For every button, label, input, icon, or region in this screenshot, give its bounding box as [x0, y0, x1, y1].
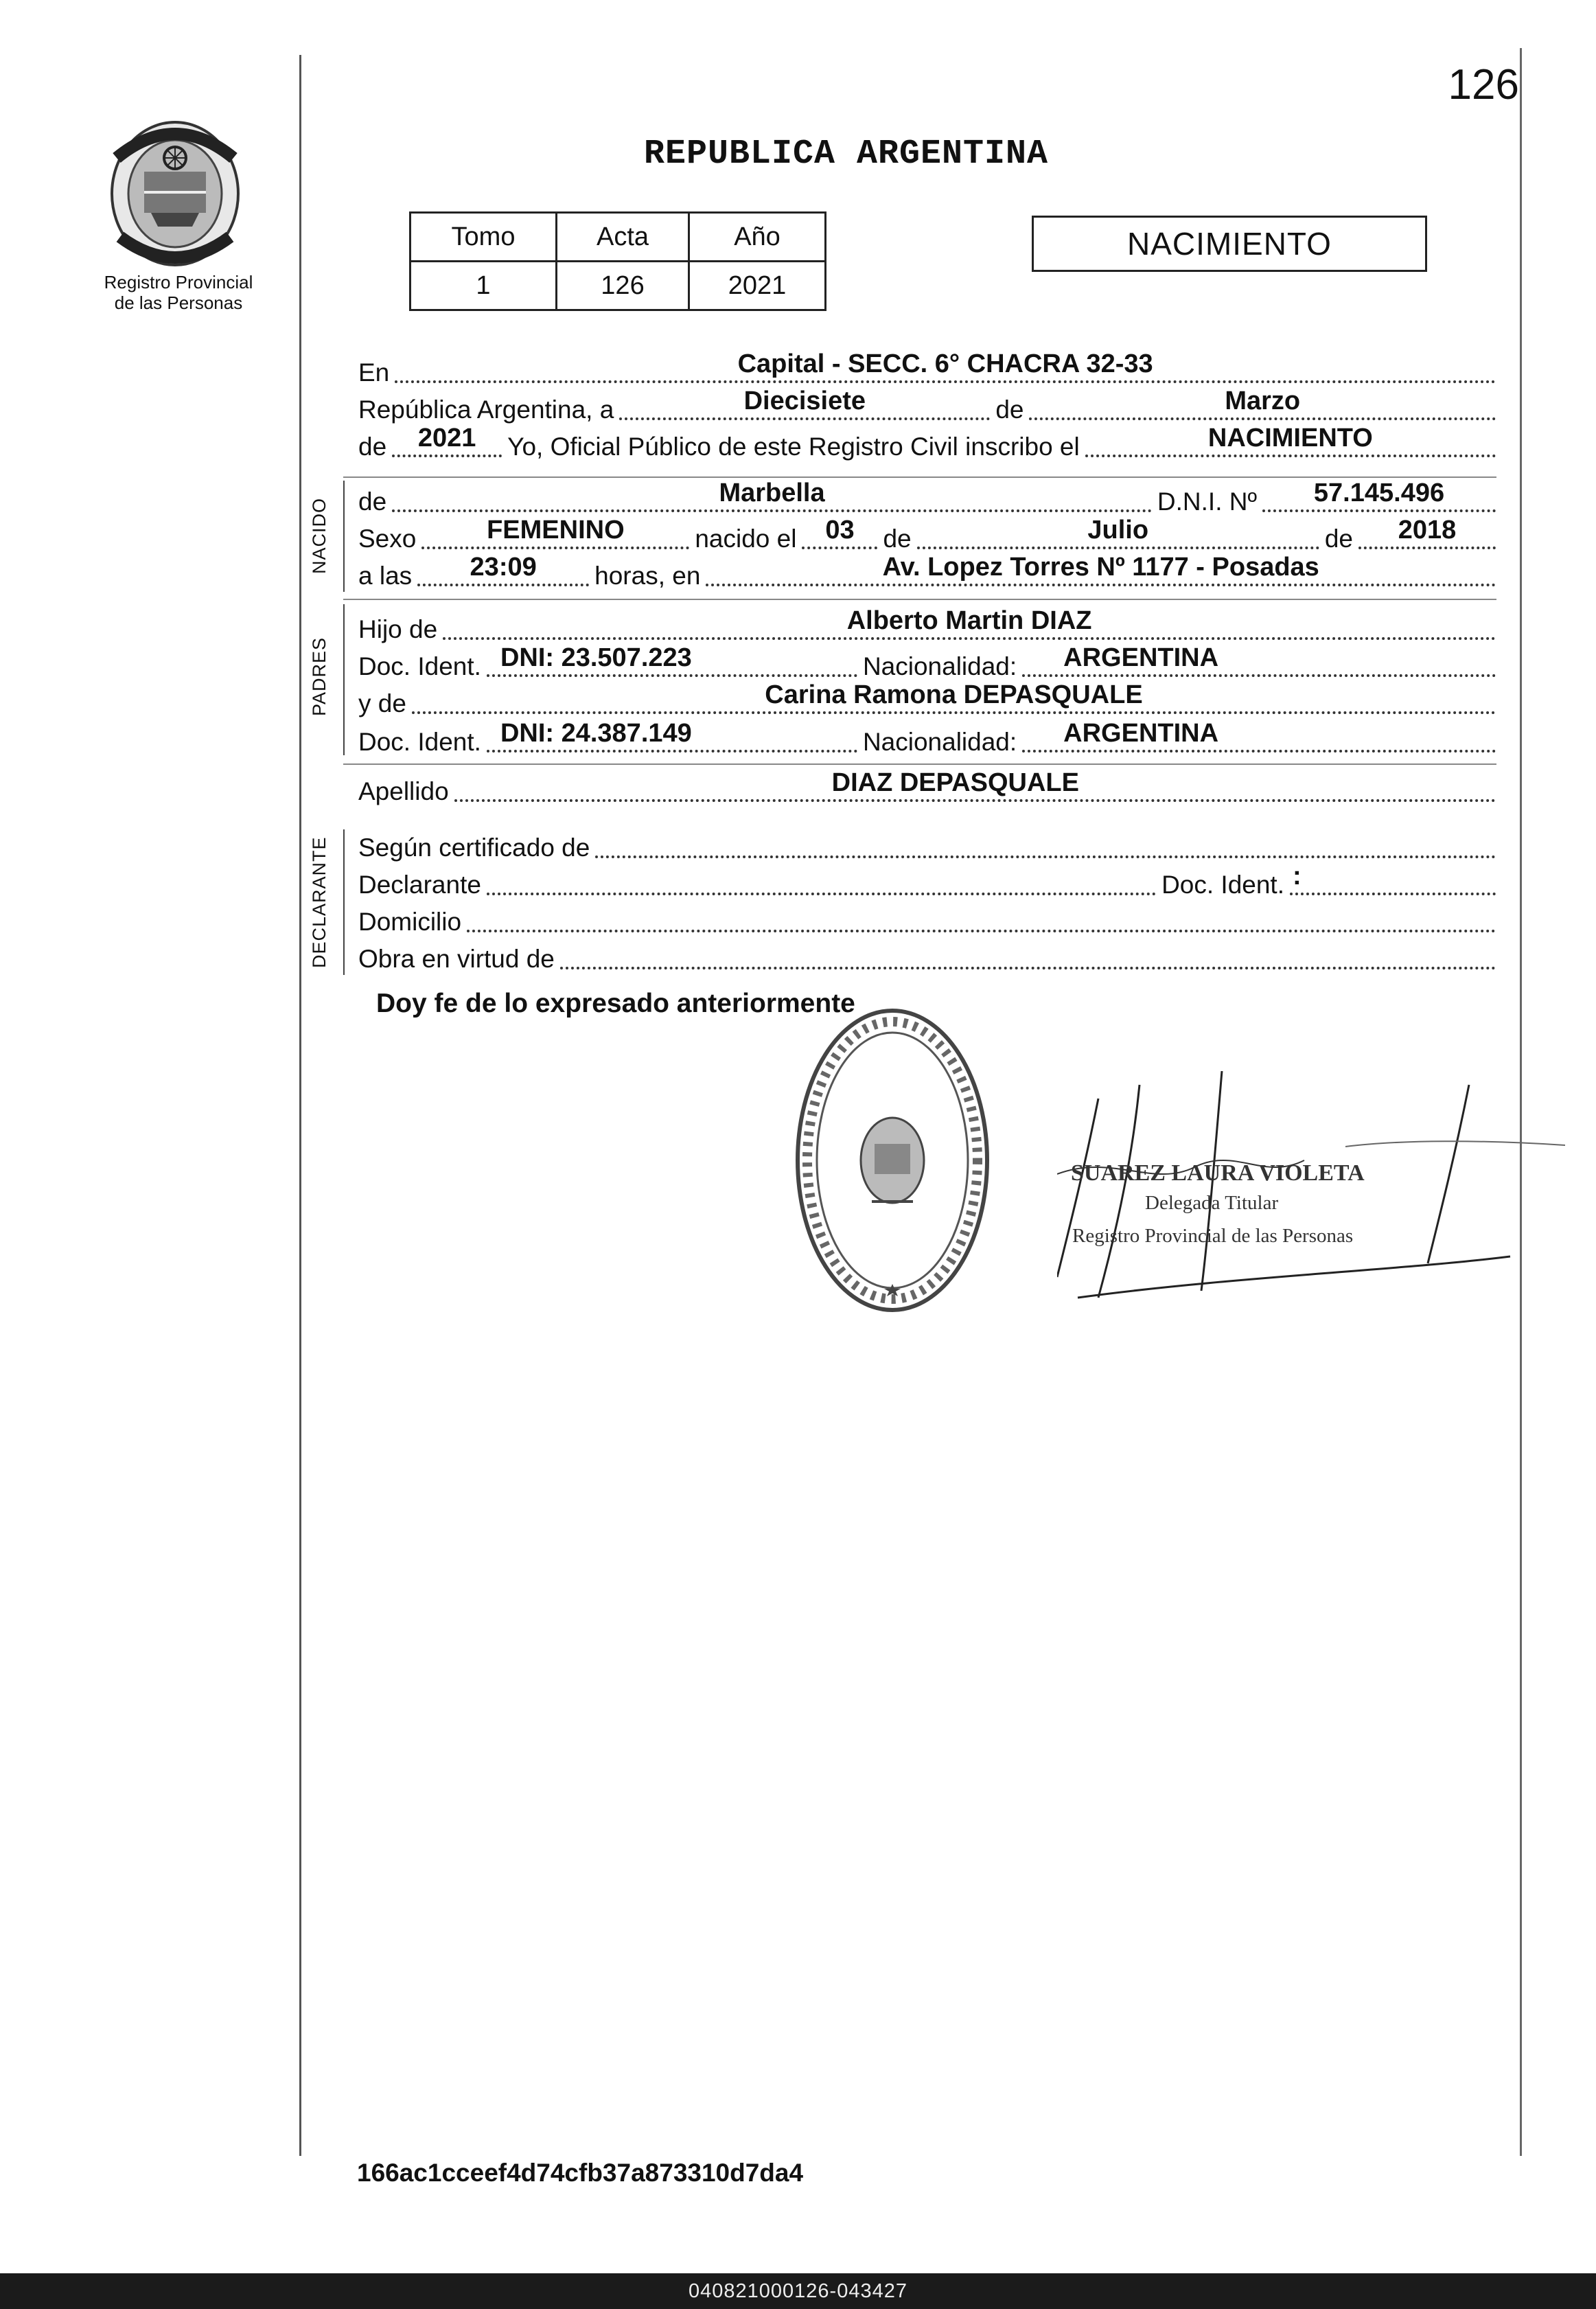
declarante-doc-field: [1290, 855, 1496, 895]
domicilio-field: [467, 893, 1496, 932]
row-madre-doc: [358, 719, 1496, 759]
closing-statement: Doy fe de lo expresado anteriormente: [376, 989, 855, 1018]
inscribe-value: NACIMIENTO: [1207, 424, 1373, 452]
apellido-value: DIAZ DEPASQUALE: [831, 768, 1079, 797]
madre-nac-field: [1022, 713, 1496, 753]
registry-header-anio: Año: [689, 213, 826, 262]
padre-doc-field: [487, 637, 857, 677]
dni-field: [1262, 472, 1496, 512]
row-apellido: [358, 768, 1496, 809]
declarante-bracket: [343, 829, 345, 975]
en-value: Capital - SECC. 6° CHACRA 32-33: [737, 349, 1153, 378]
registry-value-tomo: 1: [410, 262, 557, 310]
lugar-value: Av. Lopez Torres Nº 1177 - Posadas: [882, 553, 1319, 582]
registry-header-row: [410, 213, 826, 262]
nac-anio-field: [1358, 509, 1496, 549]
inscribe-label: Yo, Oficial Público de este Registro Civil inscribo el: [507, 433, 1080, 461]
logo-caption-line2: de las Personas: [114, 292, 243, 313]
padre-nac-label: Nacionalidad:: [862, 652, 1017, 680]
sexo-label: Sexo: [358, 525, 417, 553]
madre-doc-label: Doc. Ident.: [358, 728, 481, 756]
nac-anio-value: 2018: [1398, 516, 1457, 544]
madre-doc-value: DNI: 24.387.149: [500, 719, 692, 748]
registry-table: [409, 211, 826, 311]
signatory-role: Delegada Titular: [1145, 1192, 1279, 1214]
sexo-value: FEMENINO: [487, 516, 625, 544]
mes-field: [1029, 380, 1496, 420]
nacido-el-label: nacido el: [695, 525, 797, 553]
dni-value: 57.145.496: [1313, 479, 1445, 507]
signatory-organization: Registro Provincial de las Personas: [1072, 1225, 1354, 1247]
padres-section-label: PADRES: [309, 636, 329, 716]
apellido-label: Apellido: [358, 777, 449, 805]
padre-doc-label: Doc. Ident.: [358, 652, 481, 680]
obra-label: Obra en virtud de: [358, 945, 555, 973]
padre-nac-field: [1022, 637, 1496, 677]
document-title: REPUBLICA ARGENTINA: [643, 135, 1049, 174]
anio-value: 2021: [417, 424, 476, 452]
registry-header-acta: Acta: [557, 213, 689, 262]
en-label: En: [358, 358, 390, 387]
madre-value: Carina Ramona DEPASQUALE: [765, 680, 1143, 709]
padre-nac-value: ARGENTINA: [1063, 643, 1219, 672]
a-las-label: a las: [358, 562, 413, 590]
nac-dia-value: 03: [825, 516, 855, 544]
logo-caption-line1: Registro Provincial: [104, 272, 253, 292]
madre-field: [412, 674, 1496, 714]
obra-field: [560, 930, 1496, 969]
registry-office-stamp: [789, 1002, 995, 1318]
registry-value-anio: 2021: [689, 262, 826, 310]
mes-value: Marzo: [1225, 387, 1301, 415]
republica-label: República Argentina, a: [358, 395, 614, 424]
registry-value-row: [410, 262, 826, 310]
madre-doc-field: [487, 713, 857, 753]
row-nacido-hora: [358, 553, 1496, 593]
registry-value-acta: 126: [557, 262, 689, 310]
row-anio: [358, 424, 1496, 464]
inscribe-field: [1085, 417, 1496, 457]
sexo-field: [421, 509, 689, 549]
registry-header-tomo: Tomo: [410, 213, 557, 262]
padres-bracket: [343, 604, 345, 755]
nombre-field: [392, 472, 1152, 512]
declarante-section-label: DECLARANTE: [309, 836, 329, 968]
nacido-bracket: [343, 481, 345, 592]
lugar-field: [706, 547, 1496, 586]
declarante-doc-value: :: [1293, 862, 1302, 891]
footer-code: 040821000126-043427: [689, 2280, 907, 2302]
hijo-de-label: Hijo de: [358, 615, 438, 643]
declarante-label: Declarante: [358, 871, 481, 899]
nac-de-label: de: [883, 525, 912, 553]
nacido-section-label: NACIDO: [309, 497, 329, 574]
apellido-field: [454, 762, 1496, 802]
nac-mes-value: Julio: [1087, 516, 1149, 544]
declarante-field: [487, 855, 1156, 895]
nombre-value: Marbella: [719, 479, 825, 507]
anio-field: [392, 417, 502, 457]
hora-value: 23:09: [470, 553, 537, 582]
handwritten-signature: [1057, 1071, 1565, 1318]
hora-field: [417, 547, 589, 586]
madre-nac-label: Nacionalidad:: [862, 728, 1017, 756]
nacido-de-label: de: [358, 487, 387, 516]
en-field: [395, 343, 1496, 383]
de-label: de: [995, 395, 1024, 424]
y-de-label: y de: [358, 689, 406, 717]
dia-value: Diecisiete: [743, 387, 866, 415]
certificado-label: Según certificado de: [358, 834, 590, 862]
anio-prefix: de: [358, 433, 387, 461]
row-obra: [358, 939, 1496, 976]
signatory-name: SUAREZ LAURA VIOLETA: [1071, 1160, 1365, 1186]
certificado-field: [595, 818, 1496, 858]
padre-value: Alberto Martin DIAZ: [846, 606, 1092, 635]
domicilio-label: Domicilio: [358, 908, 462, 936]
nac-mes-field: [917, 509, 1319, 549]
nac-de-label-2: de: [1324, 525, 1353, 553]
logo-caption: [76, 272, 281, 313]
document-type-box: NACIMIENTO: [1032, 216, 1427, 272]
horas-en-label: horas, en: [594, 562, 701, 590]
padre-field: [443, 600, 1496, 640]
left-margin-line: [299, 55, 301, 2156]
dni-label: D.N.I. Nº: [1157, 487, 1257, 516]
dia-field: [619, 380, 990, 420]
padre-doc-value: DNI: 23.507.223: [500, 643, 692, 672]
page-number: 126: [1448, 61, 1519, 108]
nac-dia-field: [802, 509, 877, 549]
footer-bar: [0, 2273, 1596, 2309]
madre-nac-value: ARGENTINA: [1063, 719, 1219, 748]
declarante-doc-label: Doc. Ident.: [1161, 871, 1284, 899]
document-hash: 166ac1cceef4d74cfb37a873310d7da4: [357, 2159, 804, 2187]
